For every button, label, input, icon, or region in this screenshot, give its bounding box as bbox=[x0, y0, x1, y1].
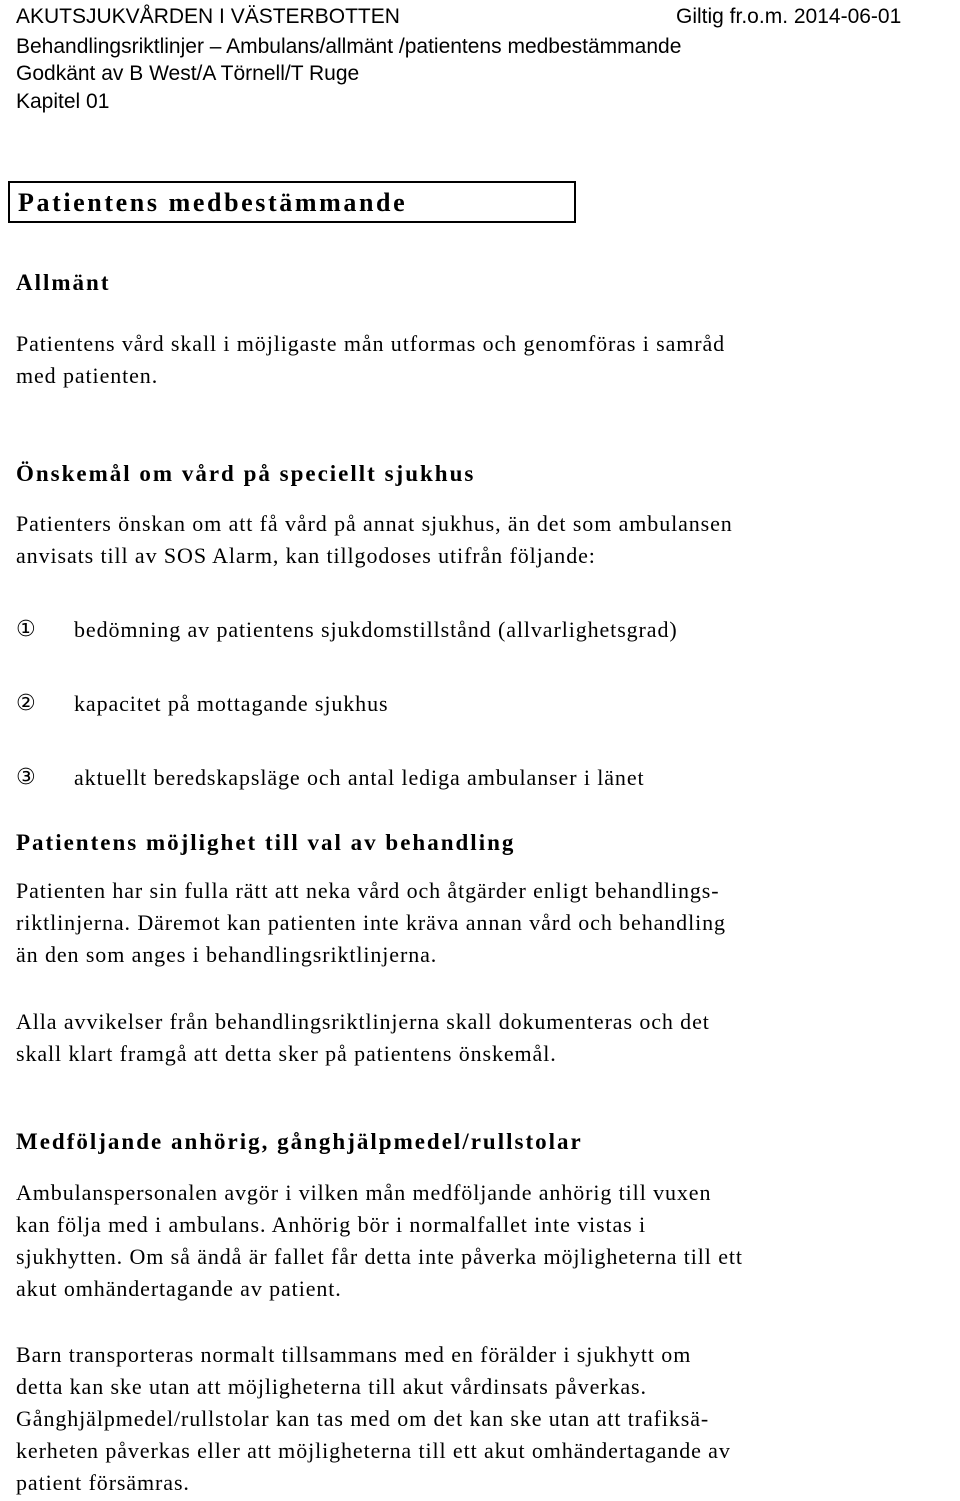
header-org: AKUTSJUKVÅRDEN I VÄSTERBOTTEN bbox=[16, 5, 400, 28]
text-line: patient försämras. bbox=[16, 1470, 190, 1495]
paragraph-treatment-choice-1 bbox=[16, 875, 956, 971]
paragraph-treatment-choice-2 bbox=[16, 1006, 956, 1070]
heading-treatment-choice: Patientens möjlighet till val av behandling bbox=[16, 830, 516, 855]
list-item-text: bedömning av patientens sjukdomstillstånd (allvarlighetsgrad) bbox=[74, 617, 678, 642]
list-item-text: kapacitet på mottagande sjukhus bbox=[74, 691, 389, 716]
text-line: anvisats till av SOS Alarm, kan tillgodoses utifrån följande: bbox=[16, 543, 596, 568]
text-line: skall klart framgå att detta sker på patientens önskemål. bbox=[16, 1041, 557, 1066]
heading-general: Allmänt bbox=[16, 270, 111, 295]
circled-number-1: ① bbox=[16, 617, 36, 642]
text-line: Gånghjälpmedel/rullstolar kan tas med om det kan ske utan att trafiksä- bbox=[16, 1406, 710, 1431]
circled-number-2: ② bbox=[16, 691, 36, 716]
text-line: sjukhytten. Om så ändå är fallet får detta inte påverka möjligheterna till ett bbox=[16, 1244, 743, 1269]
paragraph-companion-1 bbox=[16, 1177, 956, 1305]
header-chapter: Kapitel 01 bbox=[16, 90, 110, 113]
text-line: med patienten. bbox=[16, 363, 159, 388]
text-line: Barn transporteras normalt tillsammans med en förälder i sjukhytt om bbox=[16, 1342, 692, 1367]
text-line: Ambulanspersonalen avgör i vilken mån medföljande anhörig till vuxen bbox=[16, 1180, 712, 1205]
title-box bbox=[8, 181, 576, 223]
header-valid-from: Giltig fr.o.m. 2014-06-01 bbox=[676, 5, 902, 28]
list-item bbox=[16, 762, 936, 794]
list-item bbox=[16, 614, 936, 646]
text-line: riktlinjerna. Däremot kan patienten inte kräva annan vård och behandling bbox=[16, 910, 726, 935]
paragraph-general bbox=[16, 328, 956, 392]
text-line: akut omhändertagande av patient. bbox=[16, 1276, 342, 1301]
heading-companion: Medföljande anhörig, gånghjälpmedel/rullstolar bbox=[16, 1129, 583, 1154]
list-item bbox=[16, 688, 936, 720]
text-line: kan följa med i ambulans. Anhörig bör i normalfallet inte vistas i bbox=[16, 1212, 647, 1237]
text-line: än den som anges i behandlingsriktlinjerna. bbox=[16, 942, 438, 967]
heading-hospital-wish: Önskemål om vård på speciellt sjukhus bbox=[16, 461, 476, 486]
text-line: Patienters önskan om att få vård på annat sjukhus, än det som ambulansen bbox=[16, 511, 733, 536]
header-guidelines: Behandlingsriktlinjer – Ambulans/allmänt /patientens medbestämmande bbox=[16, 35, 682, 58]
header-approved-by: Godkänt av B West/A Törnell/T Ruge bbox=[16, 62, 360, 85]
text-line: Patientens vård skall i möjligaste mån utformas och genomföras i samråd bbox=[16, 331, 726, 356]
text-line: detta kan ske utan att möjligheterna till akut vårdinsats påverkas. bbox=[16, 1374, 647, 1399]
text-line: kerheten påverkas eller att möjligheterna till ett akut omhändertagande av bbox=[16, 1438, 731, 1463]
text-line: Patienten har sin fulla rätt att neka vård och åtgärder enligt behandlings- bbox=[16, 878, 720, 903]
paragraph-hospital-wish bbox=[16, 508, 956, 572]
circled-number-3: ③ bbox=[16, 765, 36, 790]
list-item-text: aktuellt beredskapsläge och antal lediga ambulanser i länet bbox=[74, 765, 645, 790]
page-title: Patientens medbestämmande bbox=[18, 188, 408, 217]
text-line: Alla avvikelser från behandlingsriktlinjerna skall dokumenteras och det bbox=[16, 1009, 710, 1034]
paragraph-companion-2 bbox=[16, 1339, 956, 1499]
